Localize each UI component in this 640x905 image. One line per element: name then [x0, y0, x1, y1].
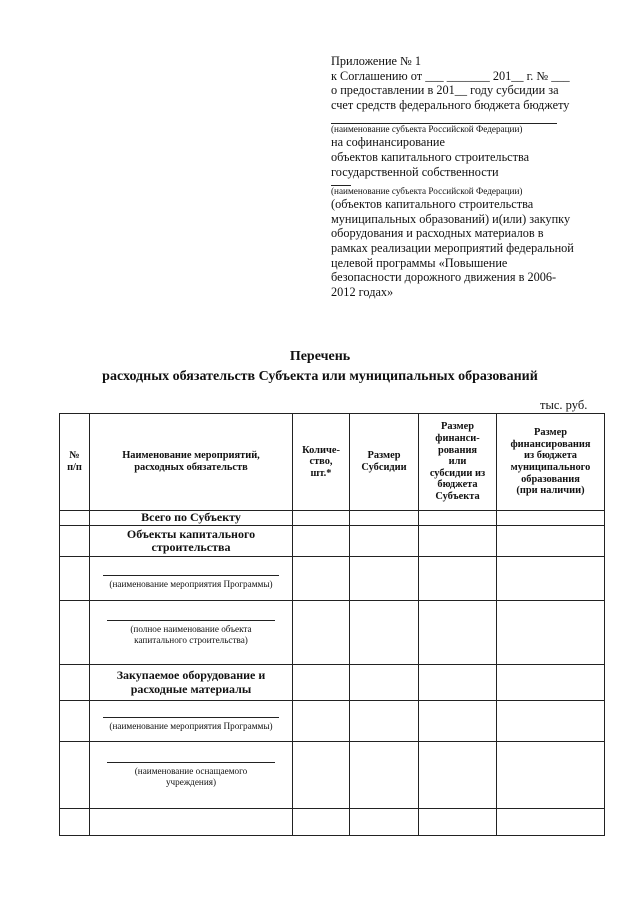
- header-municipal-funding: Размер финансирования из бюджета муниципального образования (при наличии): [497, 414, 605, 511]
- appendix-line-12: целевой программы «Повышение: [331, 255, 508, 270]
- program-event-caption-1: (наименование мероприятия Программы): [109, 579, 273, 589]
- table-row-program-event-1: [60, 557, 605, 601]
- header-name: Наименование мероприятий, расходных обязательств: [90, 414, 293, 511]
- document-title: Перечень: [289, 349, 351, 364]
- appendix-line-14: 2012 годах»: [331, 284, 394, 299]
- table-header-row: [60, 414, 605, 511]
- appendix-block: [331, 54, 611, 299]
- appendix-line-2: к Соглашению от ___ _______ 201__ г. № ___: [331, 68, 570, 83]
- program-event-caption-2: (наименование мероприятия Программы): [109, 720, 273, 731]
- appendix-line-11: рамках реализации мероприятий федеральной: [331, 240, 574, 255]
- object-name-caption: (полное наименование объекта капитального строительства): [130, 623, 252, 645]
- equipment-label: Закупаемое оборудование и расходные материалы: [90, 665, 293, 701]
- header-num: № п/п: [60, 414, 90, 511]
- total-label: Всего по Субъекту: [90, 511, 293, 526]
- table-row-empty: [60, 809, 605, 836]
- appendix-line-13: безопасности дорожного движения в 2006-: [331, 270, 557, 285]
- table-row-capital-objects: [60, 526, 605, 557]
- program-event-underline-2: [103, 717, 279, 718]
- header-subject-funding: Размер финанси- рования или субсидии из бюджета Субъекта: [419, 414, 497, 511]
- subject-name-caption-2: (наименование субъекта Российской Федерации): [331, 186, 523, 197]
- equipped-institution-underline: [107, 762, 275, 763]
- object-name-cell: [90, 601, 293, 665]
- table-row-program-event-2: [60, 701, 605, 742]
- table-row-equipment: [60, 665, 605, 701]
- program-event-cell-2: [90, 701, 293, 742]
- appendix-line-8: (объектов капитального строительства: [331, 197, 534, 212]
- appendix-line-9: муниципальных образований) и(или) закупку: [331, 211, 571, 226]
- table-row-object-name: [60, 601, 605, 665]
- appendix-line-4: счет средств федерального бюджета бюджету: [331, 97, 570, 112]
- equipped-institution-cell: [90, 742, 293, 809]
- header-qty: Количе- ство, шт.*: [293, 414, 350, 511]
- expenditure-table: [59, 413, 605, 836]
- document-subtitle: расходных обязательств Субъекта или муниципальных образований: [102, 369, 538, 384]
- capital-objects-label: Объекты капитального строительства: [90, 526, 293, 557]
- header-subsidy: Размер Субсидии: [350, 414, 419, 511]
- appendix-line-7: государственной собственности: [331, 164, 499, 179]
- appendix-line-3: о предоставлении в 201__ году субсидии за: [331, 83, 559, 98]
- program-event-cell-1: [90, 557, 293, 601]
- program-event-underline-1: [103, 575, 279, 576]
- currency-unit: тыс. руб.: [540, 398, 588, 412]
- appendix-line-6: объектов капитального строительства: [331, 149, 530, 164]
- equipped-institution-caption: (наименование оснащаемого учреждения): [134, 766, 248, 787]
- object-name-underline: [107, 620, 275, 621]
- appendix-line-1: Приложение № 1: [331, 54, 422, 68]
- appendix-line-5: на софинансирование: [331, 135, 445, 150]
- appendix-line-10: оборудования и расходных материалов в: [331, 226, 544, 241]
- table-row-total: [60, 511, 605, 526]
- table-row-equipped-institution: [60, 742, 605, 809]
- subject-name-caption-1: (наименование субъекта Российской Федерации): [331, 124, 523, 135]
